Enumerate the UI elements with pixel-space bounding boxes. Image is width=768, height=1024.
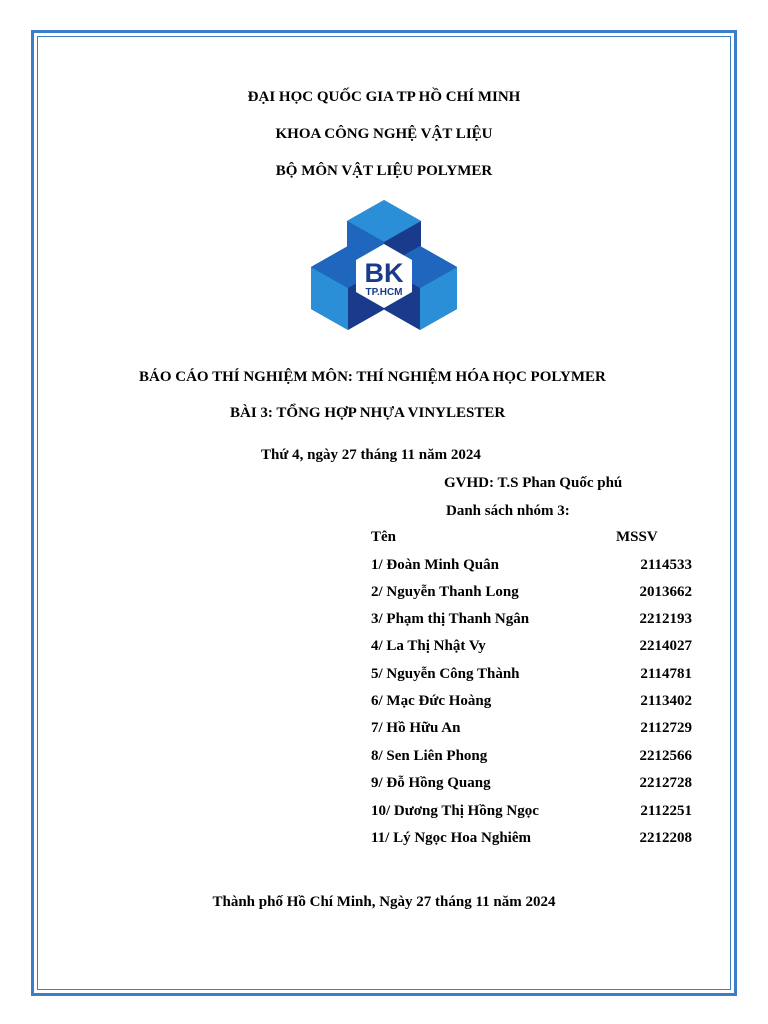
member-id: 2212193 (639, 611, 692, 627)
member-id: 2114781 (640, 666, 692, 682)
faculty-name: KHOA CÔNG NGHỆ VẬT LIỆU (275, 126, 493, 142)
bk-logo (311, 200, 457, 330)
report-title: BÁO CÁO THÍ NGHIỆM MÔN: THÍ NGHIỆM HÓA HỌC POLYMER (139, 369, 606, 385)
lesson-title: BÀI 3: TỔNG HỢP NHỰA VINYLESTER (230, 405, 506, 421)
member-name: 5/ Nguyễn Công Thành (371, 666, 520, 682)
member-id: 2112729 (640, 720, 692, 736)
member-id: 2112251 (640, 803, 692, 819)
member-id: 2214027 (639, 638, 692, 654)
report-date: Thứ 4, ngày 27 tháng 11 năm 2024 (261, 447, 481, 463)
member-id: 2212566 (639, 748, 692, 764)
university-name: ĐẠI HỌC QUỐC GIA TP HỒ CHÍ MINH (247, 89, 521, 105)
member-name: 3/ Phạm thị Thanh Ngân (371, 611, 530, 627)
member-name: 6/ Mạc Đức Hoàng (371, 693, 492, 709)
advisor: GVHD: T.S Phan Quốc phú (444, 475, 623, 491)
column-header-id: MSSV (616, 529, 658, 545)
member-name: 2/ Nguyễn Thanh Long (371, 584, 519, 600)
department-name: BỘ MÔN VẬT LIỆU POLYMER (275, 163, 493, 179)
member-id: 2013662 (639, 584, 692, 600)
group-heading: Danh sách nhóm 3: (446, 503, 570, 519)
member-name: 10/ Dương Thị Hồng Ngọc (371, 803, 539, 819)
member-name: 7/ Hồ Hữu An (371, 720, 461, 736)
member-name: 8/ Sen Liên Phong (371, 748, 488, 764)
member-name: 9/ Đỗ Hồng Quang (371, 775, 491, 791)
logo-tphcm-text: TP.HCM (365, 287, 403, 298)
member-name: 1/ Đoàn Minh Quân (371, 557, 499, 573)
member-name: 11/ Lý Ngọc Hoa Nghiêm (371, 830, 531, 846)
footer-place-date: Thành phố Hồ Chí Minh, Ngày 27 tháng 11 năm 2024 (212, 894, 556, 910)
member-id: 2212208 (639, 830, 692, 846)
member-id: 2114533 (640, 557, 692, 573)
member-name: 4/ La Thị Nhật Vy (371, 638, 486, 654)
member-id: 2212728 (639, 775, 692, 791)
logo-bk-text: BK (364, 258, 404, 288)
column-header-name: Tên (371, 529, 397, 545)
member-id: 2113402 (640, 693, 692, 709)
